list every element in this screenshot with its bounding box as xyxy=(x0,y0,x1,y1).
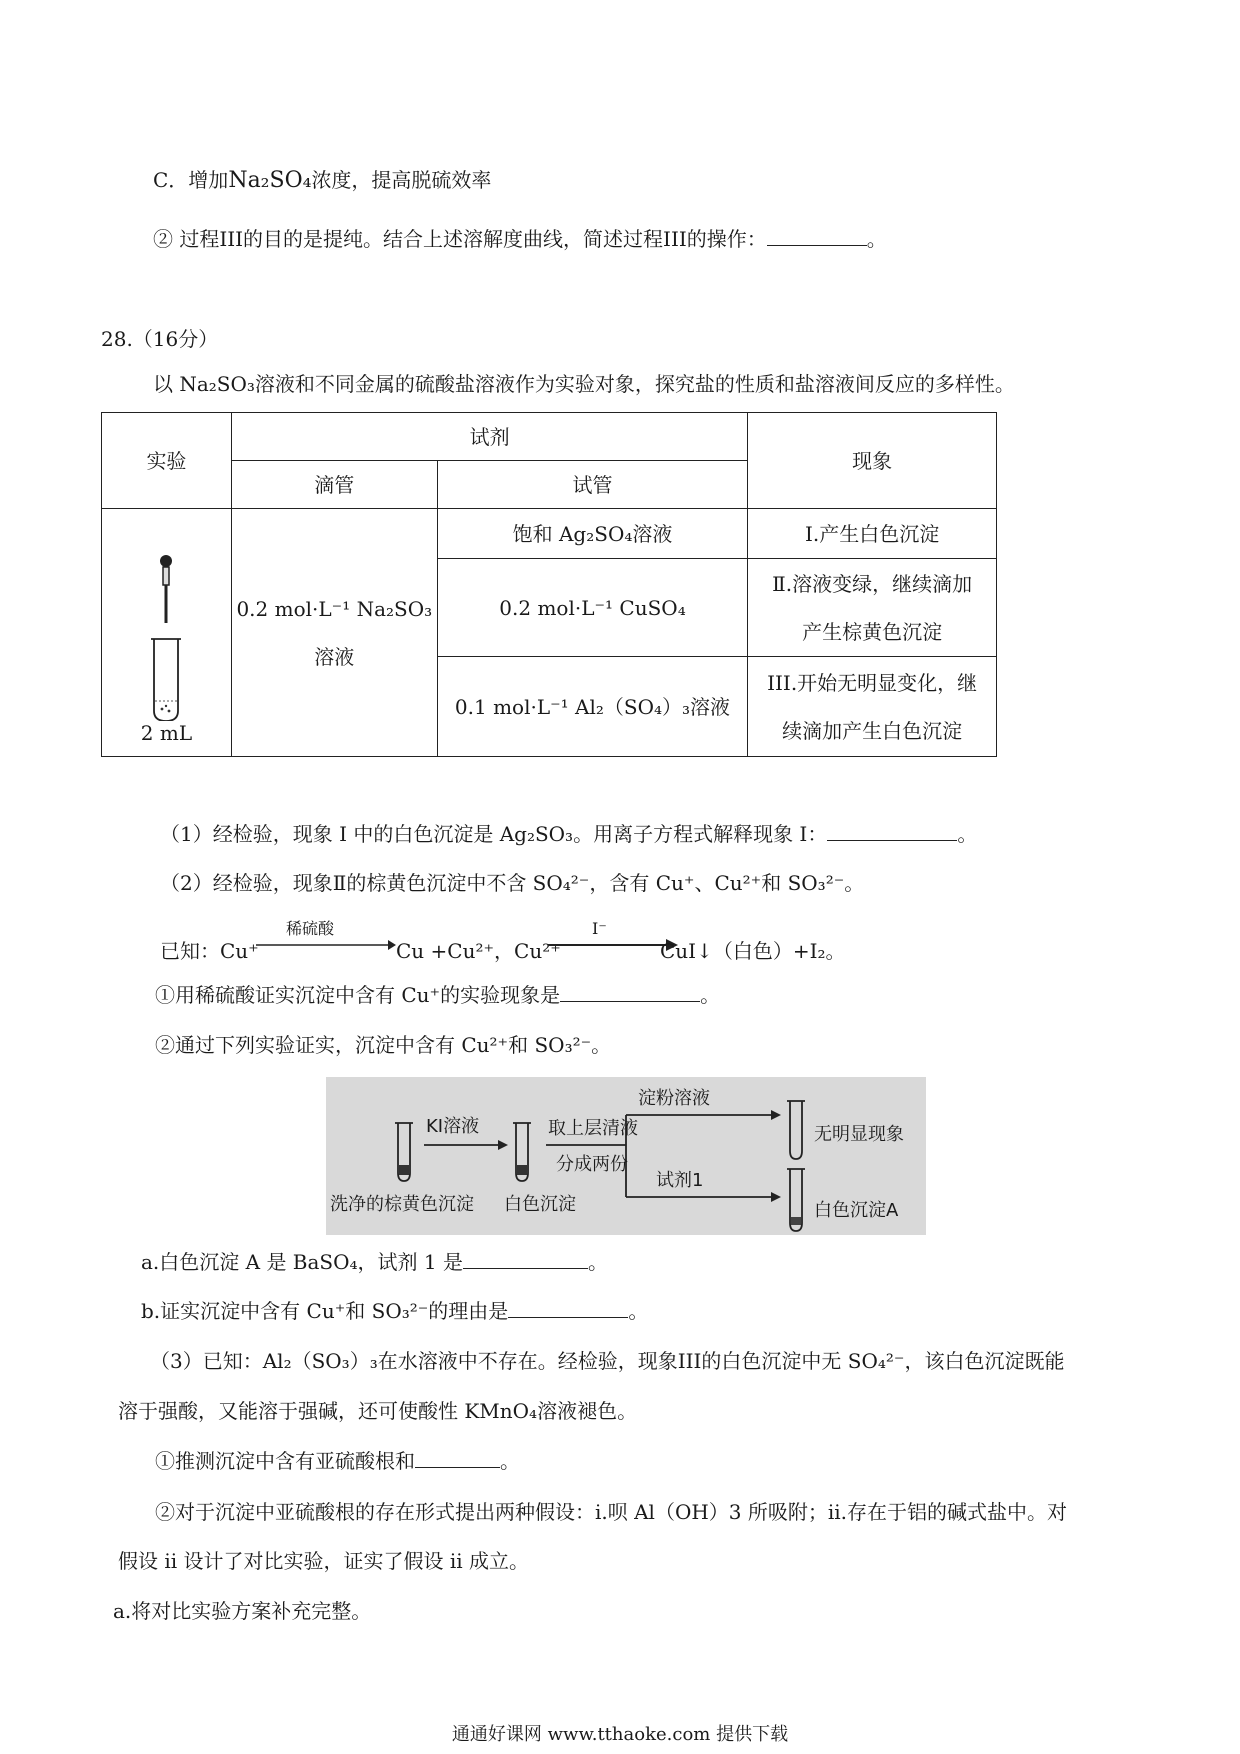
question-1-text: （1）经检验，现象 I 中的白色沉淀是 Ag₂SO₃。用离子方程式解释现象 I： xyxy=(160,822,828,846)
arrow-head-icon xyxy=(498,1140,508,1150)
figure-no-change-label: 无明显现象 xyxy=(814,1124,904,1145)
apparatus-cell xyxy=(102,509,232,757)
option-c-label: C．增加 xyxy=(153,168,229,192)
arrow-head-icon xyxy=(771,1110,781,1120)
question-1-end: 。 xyxy=(957,822,978,846)
experiment-flow-figure xyxy=(326,1077,926,1235)
known-tail: CuI↓（白色）+I₂。 xyxy=(660,939,846,963)
question-a-end: 。 xyxy=(587,1250,608,1274)
row1-tube: 饱和 Ag₂SO₄溶液 xyxy=(437,509,748,559)
arrow1-label: 稀硫酸 xyxy=(286,919,335,938)
question-3-2-line2: 假设 ii 设计了对比实验，证实了假设 ii 成立。 xyxy=(118,1549,530,1573)
volume-label: 2 mL xyxy=(140,721,193,745)
header-reagent: 试剂 xyxy=(231,413,747,461)
footer-source: 通通好课网 www.tthaoke.com 提供下载 xyxy=(451,1724,789,1745)
figure-take-label: 取上层清液 xyxy=(548,1118,638,1139)
option-c xyxy=(153,166,491,195)
row1-phenomenon: Ⅰ.产生白色沉淀 xyxy=(748,509,997,559)
dropper-reagent-line1: 0.2 mol·L⁻¹ Na₂SO₃ xyxy=(236,596,433,621)
arrow-head-icon xyxy=(771,1192,781,1202)
header-dropper: 滴管 xyxy=(231,461,437,509)
answer-blank[interactable] xyxy=(827,820,957,841)
figure-split-label: 分成两份 xyxy=(556,1154,628,1175)
question-b xyxy=(141,1297,648,1325)
row2-phenomenon-line2: 产生棕黄色沉淀 xyxy=(802,619,943,644)
question-28-header: 28.（16分） xyxy=(101,327,219,351)
question-2-text: ② 过程III的目的是提纯。结合上述溶解度曲线，简述过程III的操作： xyxy=(153,227,767,251)
header-phenomenon: 现象 xyxy=(748,413,997,509)
header-experiment: 实验 xyxy=(102,413,232,509)
row2-phenomenon-line1: Ⅱ.溶液变绿，继续滴加 xyxy=(772,571,973,596)
figure-starch-label: 淀粉溶液 xyxy=(638,1088,710,1109)
reaction-arrow-icon xyxy=(548,939,678,951)
question-2-1-end: 。 xyxy=(700,983,721,1007)
question-3-1 xyxy=(155,1447,520,1475)
option-c-tail: 浓度，提高脱硫效率 xyxy=(311,168,492,192)
known-reactions xyxy=(160,915,1060,965)
row3-tube: 0.1 mol·L⁻¹ Al₂（SO₄）₃溶液 xyxy=(437,657,748,757)
question-3-2-line1: ②对于沉淀中亚硫酸根的存在形式提出两种假设：i.呗 Al（OH）3 所吸附；ii.存在于铝的碱式盐中。对 xyxy=(155,1500,1068,1524)
question-b-text: b.证实沉淀中含有 Cu⁺和 SO₃²⁻的理由是 xyxy=(141,1299,509,1323)
reaction-arrow-icon xyxy=(256,939,396,951)
answer-blank[interactable] xyxy=(767,225,867,246)
question-2-process-3 xyxy=(153,225,887,253)
dropper-and-test-tube-icon xyxy=(136,551,196,721)
question-2-1 xyxy=(155,981,720,1009)
figure-white-label: 白色沉淀 xyxy=(504,1194,576,1215)
figure-white-a-label: 白色沉淀A xyxy=(814,1200,899,1221)
experiment-table xyxy=(101,412,997,757)
answer-blank[interactable] xyxy=(560,981,700,1002)
question-2-1-text: ①用稀硫酸证实沉淀中含有 Cu⁺的实验现象是 xyxy=(155,983,561,1007)
question-3-line2: 溶于强酸，又能溶于强碱，还可使酸性 KMnO₄溶液褪色。 xyxy=(118,1399,638,1423)
row2-phenomenon xyxy=(748,559,997,657)
dropper-reagent xyxy=(231,509,437,757)
row3-phenomenon-line1: III.开始无明显变化，继 xyxy=(767,670,978,695)
known-prefix: 已知：Cu⁺ xyxy=(160,939,259,963)
answer-blank[interactable] xyxy=(415,1447,500,1468)
row2-tube: 0.2 mol·L⁻¹ CuSO₄ xyxy=(437,559,748,657)
option-c-formula: Na₂SO₄ xyxy=(228,168,312,193)
question-3-1-end: 。 xyxy=(500,1449,520,1473)
known-middle: Cu +Cu²⁺，Cu²⁺ xyxy=(396,939,561,963)
question-3-1-text: ①推测沉淀中含有亚硫酸根和 xyxy=(155,1449,415,1473)
question-28-intro: 以 Na₂SO₃溶液和不同金属的硫酸盐溶液作为实验对象，探究盐的性质和盐溶液间反应的多样性。 xyxy=(153,372,1015,396)
question-2-end: 。 xyxy=(866,227,887,251)
question-2-2: ②通过下列实验证实，沉淀中含有 Cu²⁺和 SO₃²⁻。 xyxy=(155,1033,612,1057)
figure-start-label: 洗净的棕黄色沉淀 xyxy=(330,1194,474,1215)
row3-phenomenon xyxy=(748,657,997,757)
figure-reagent1-label: 试剂1 xyxy=(656,1170,704,1191)
question-3-line1: （3）已知：Al₂（SO₃）₃在水溶液中不存在。经检验，现象III的白色沉淀中无 SO₄²⁻，该白色沉淀既能 xyxy=(150,1349,1065,1373)
answer-blank[interactable] xyxy=(463,1248,588,1269)
row3-phenomenon-line2: 续滴加产生白色沉淀 xyxy=(782,718,963,743)
arrow2-label: I⁻ xyxy=(592,919,607,938)
question-1 xyxy=(160,820,977,848)
question-a xyxy=(141,1248,608,1276)
question-b-end: 。 xyxy=(628,1299,649,1323)
header-test-tube: 试管 xyxy=(437,461,748,509)
question-2: （2）经检验，现象Ⅱ的棕黄色沉淀中不含 SO₄²⁻，含有 Cu⁺、Cu²⁺和 SO₃²⁻。 xyxy=(160,871,865,895)
question-a-text: a.白色沉淀 A 是 BaSO₄，试剂 1 是 xyxy=(141,1250,463,1274)
figure-ki-label: KI溶液 xyxy=(426,1116,480,1137)
dropper-reagent-line2: 溶液 xyxy=(314,644,355,669)
answer-blank[interactable] xyxy=(508,1297,628,1318)
question-a2: a.将对比实验方案补充完整。 xyxy=(113,1599,372,1623)
